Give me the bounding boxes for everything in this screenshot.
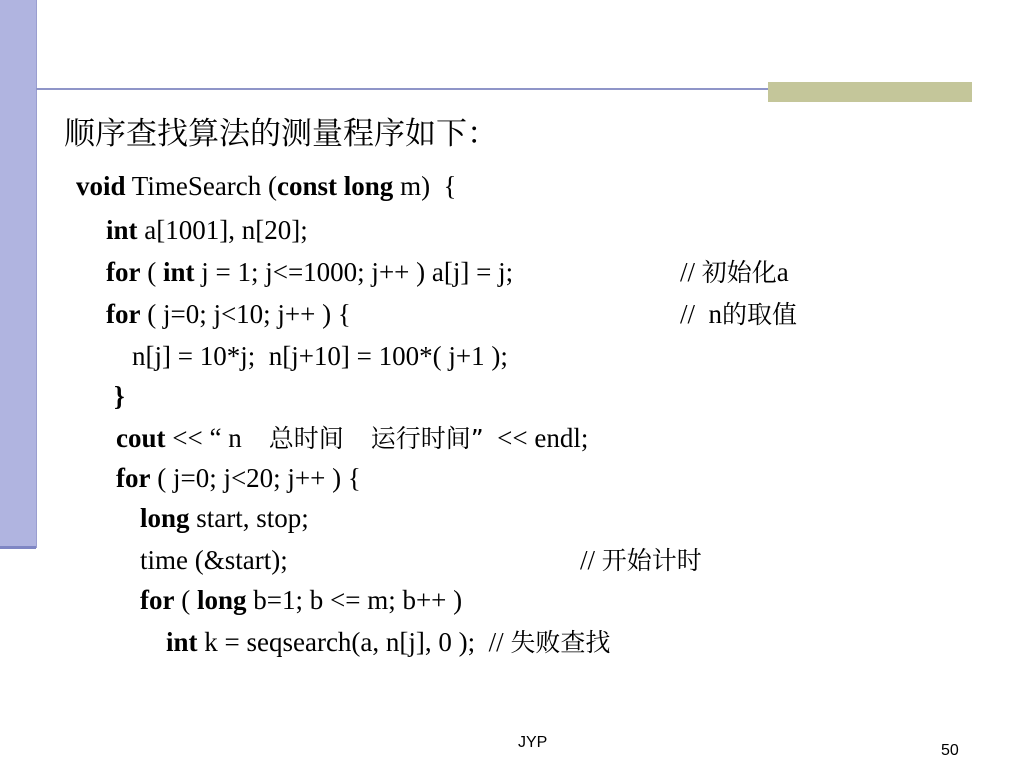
code-line-7: cout << “ n 总时间 运行时间” << endl; <box>116 423 589 453</box>
code-line-9: long start, stop; <box>140 503 309 533</box>
code-comment-3: // 初始化a <box>680 257 789 287</box>
code-line-11: for ( long b=1; b <= m; b++ ) <box>140 585 463 615</box>
code-line-12: int k = seqsearch(a, n[j], 0 ); // 失败查找 <box>166 627 611 657</box>
code-comment-4: // n的取值 <box>680 299 798 329</box>
code-comment-10: // 开始计时 <box>580 545 702 575</box>
code-line-6: } <box>114 381 125 411</box>
code-line-8: for ( j=0; j<20; j++ ) { <box>116 463 361 493</box>
code-line-1: void TimeSearch (const long m) { <box>76 171 457 201</box>
footer-label: JYP <box>518 734 548 751</box>
code-line-5: n[j] = 10*j; n[j+10] = 100*( j+1 ); <box>132 341 508 371</box>
code-line-2: int a[1001], n[20]; <box>106 215 308 245</box>
code-line-3: for ( int j = 1; j<=1000; j++ ) a[j] = j; <box>106 257 514 287</box>
code-line-4: for ( j=0; j<10; j++ ) { <box>106 299 351 329</box>
code-line-10: time (&start); <box>140 545 288 575</box>
page-number: 50 <box>941 742 959 759</box>
slide-title: 顺序查找算法的测量程序如下： <box>64 116 498 152</box>
